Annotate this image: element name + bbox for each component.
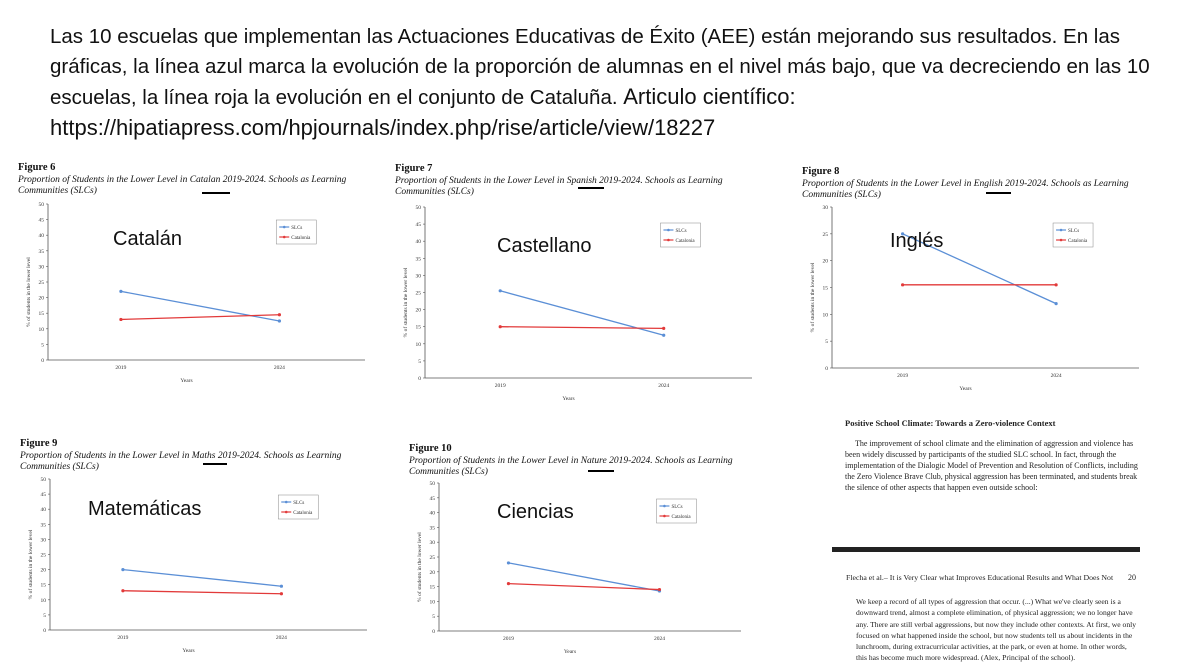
y-axis-title: % of students in the lower level <box>403 267 409 338</box>
data-point-catalonia <box>662 327 665 330</box>
data-point-slcs <box>278 319 281 322</box>
y-tick-label: 35 <box>429 525 435 532</box>
y-tick-label: 15 <box>415 324 421 331</box>
x-tick-label: 2019 <box>897 373 909 379</box>
y-tick-label: 10 <box>415 341 421 348</box>
y-tick-label: 0 <box>825 366 828 372</box>
y-tick-label: 5 <box>432 614 435 621</box>
page-number: 20 <box>1128 573 1136 582</box>
figure-number: Figure 8 <box>802 166 840 177</box>
x-tick-label: 2024 <box>273 365 285 371</box>
x-axis-title: Years <box>182 648 195 654</box>
y-tick-label: 10 <box>40 597 46 604</box>
article-heading: Positive School Climate: Towards a Zero-violence Context <box>845 418 1056 428</box>
y-tick-label: 30 <box>38 264 44 271</box>
x-tick-label: 2024 <box>658 383 670 389</box>
x-axis-title: Years <box>563 649 577 655</box>
data-point-slcs <box>121 568 124 571</box>
y-axis-title: % of students in the lower level <box>28 529 34 600</box>
x-tick-label: 2019 <box>494 383 506 389</box>
data-point-catalonia <box>499 325 502 328</box>
overlay-label: Castellano <box>497 235 592 257</box>
subject-underline <box>986 192 1011 194</box>
data-point-slcs <box>1055 302 1058 305</box>
y-tick-label: 0 <box>432 629 435 635</box>
y-tick-label: 0 <box>43 628 46 634</box>
y-tick-label: 25 <box>429 555 435 561</box>
figure-number: Figure 7 <box>395 163 433 174</box>
y-tick-label: 5 <box>825 339 828 346</box>
overlay-label: Ciencias <box>497 501 574 523</box>
x-tick-label: 2019 <box>117 635 129 641</box>
legend-label: SLCs <box>293 501 305 506</box>
legend-marker <box>1060 229 1063 232</box>
figure-6-panel <box>18 162 373 392</box>
article-paragraph: The improvement of school climate and the elimination of aggression and violence has been widely discussed by participants of the studied SLC school. In fact, through the implementation of the Dialogic Model of Prevention and Resolution of Conflicts, including the Zero Violence Brave Club, physical aggression has been terminated, and students break the silence of other aspects that happen even outside school: <box>845 439 1138 492</box>
y-tick-label: 30 <box>415 273 421 280</box>
y-tick-label: 40 <box>40 507 46 514</box>
data-point-slcs <box>662 334 665 337</box>
y-tick-label: 15 <box>822 285 828 292</box>
y-tick-label: 5 <box>43 612 46 619</box>
y-axis-title: % of students in the lower level <box>417 532 423 602</box>
y-tick-label: 40 <box>38 233 44 240</box>
y-axis-title: % of students in the lower level <box>26 257 32 327</box>
legend-marker <box>285 501 288 504</box>
y-tick-label: 50 <box>415 205 421 211</box>
legend-label: SLCs <box>1068 229 1080 234</box>
y-tick-label: 20 <box>429 569 435 576</box>
legend-marker <box>285 511 288 514</box>
figure-number: Figure 9 <box>20 438 58 449</box>
overlay-label: Inglés <box>890 230 944 252</box>
y-tick-label: 5 <box>41 342 44 349</box>
overlay-label: Matemáticas <box>88 498 202 520</box>
series-line-slcs <box>123 570 282 587</box>
line-chart <box>18 200 373 390</box>
legend-marker <box>663 505 666 508</box>
data-point-catalonia <box>278 313 281 316</box>
y-tick-label: 20 <box>38 295 44 302</box>
y-tick-label: 25 <box>415 290 421 297</box>
y-tick-label: 30 <box>429 540 435 547</box>
x-tick-label: 2024 <box>275 635 287 641</box>
intro-text <box>50 22 1180 144</box>
figure-8-panel <box>802 166 1147 398</box>
y-tick-label: 40 <box>415 239 421 246</box>
y-tick-label: 25 <box>40 552 46 559</box>
page-break-rule <box>832 547 1140 552</box>
data-point-slcs <box>499 289 502 292</box>
y-tick-label: 50 <box>429 481 435 487</box>
legend-marker <box>1060 239 1063 242</box>
data-point-slcs <box>507 561 510 564</box>
data-point-slcs <box>119 290 122 293</box>
y-tick-label: 25 <box>38 280 44 286</box>
data-point-catalonia <box>121 589 124 592</box>
y-tick-label: 50 <box>38 202 44 208</box>
y-tick-label: 0 <box>418 376 421 382</box>
y-tick-label: 35 <box>415 256 421 263</box>
figure-number: Figure 6 <box>18 162 56 173</box>
y-tick-label: 30 <box>822 205 828 211</box>
subject-underline <box>588 470 614 472</box>
y-tick-label: 45 <box>429 495 435 502</box>
y-tick-label: 0 <box>41 358 44 364</box>
legend-marker <box>663 515 666 518</box>
x-tick-label: 2024 <box>653 636 665 642</box>
legend-label: Catalonia <box>675 239 695 244</box>
series-line-catalonia <box>123 591 282 594</box>
figure-number: Figure 10 <box>409 443 452 454</box>
intro-article-label: Articulo científico: <box>623 84 796 109</box>
y-tick-label: 35 <box>38 248 44 255</box>
figure-7-panel <box>395 163 760 408</box>
data-point-catalonia <box>119 318 122 321</box>
legend-marker <box>283 226 286 229</box>
y-tick-label: 5 <box>418 358 421 365</box>
y-tick-label: 15 <box>40 582 46 589</box>
line-chart <box>395 203 760 408</box>
y-axis-title: % of students in the lower level <box>810 262 816 333</box>
intro-main: Las 10 escuelas que implementan las Actuaciones Educativas de Éxito (AEE) están mejorando sus resultados. En las gráficas, la línea azul marca la evolución de la proporción de alumnas en el nivel más bajo, que va decreciendo en las 10 escuelas, la línea roja la evolución en el conjunto de Cataluña. <box>50 25 1150 109</box>
legend-label: SLCs <box>675 229 687 234</box>
y-tick-label: 15 <box>38 311 44 318</box>
legend-label: Catalonia <box>1068 239 1088 244</box>
y-tick-label: 45 <box>40 492 46 499</box>
figure-caption: Proportion of Students in the Lower Level in Spanish 2019-2024. Schools as Learning Communities (SLCs) <box>395 176 723 197</box>
figure-9-panel <box>20 438 375 660</box>
x-tick-label: 2024 <box>1050 373 1062 379</box>
data-point-catalonia <box>280 592 283 595</box>
x-axis-title: Years <box>180 378 193 384</box>
legend-label: Catalonia <box>293 511 313 516</box>
figure-caption: Proportion of Students in the Lower Level in English 2019-2024. Schools as Learning Communities (SLCs) <box>802 179 1129 200</box>
data-point-catalonia <box>901 283 904 286</box>
subject-underline <box>202 192 230 194</box>
x-tick-label: 2019 <box>502 636 514 642</box>
line-chart <box>802 203 1147 398</box>
figure-caption: Proportion of Students in the Lower Level in Nature 2019-2024. Schools as Learning Communities (SLCs) <box>409 456 733 477</box>
y-tick-label: 10 <box>822 312 828 319</box>
intro-url[interactable]: https://hipatiapress.com/hpjournals/index.php/rise/article/view/18227 <box>50 115 716 140</box>
legend-label: SLCs <box>291 226 303 231</box>
series-line-catalonia <box>500 327 663 329</box>
y-tick-label: 20 <box>40 567 46 574</box>
legend-label: Catalonia <box>671 515 691 520</box>
overlay-label: Catalán <box>113 228 182 250</box>
running-head: Flecha et al.– It is Very Clear what Improves Educational Results and What Does Not <box>846 573 1114 582</box>
figure-caption: Proportion of Students in the Lower Level in Maths 2019-2024. Schools as Learning Communities (SLCs) <box>20 451 342 472</box>
data-point-catalonia <box>1055 283 1058 286</box>
y-tick-label: 35 <box>40 522 46 529</box>
y-tick-label: 15 <box>429 584 435 591</box>
y-tick-label: 30 <box>40 537 46 544</box>
data-point-slcs <box>280 585 283 588</box>
data-point-catalonia <box>507 582 510 585</box>
y-tick-label: 50 <box>40 477 46 483</box>
x-tick-label: 2019 <box>115 365 127 371</box>
y-tick-label: 10 <box>429 599 435 606</box>
y-tick-label: 20 <box>822 258 828 265</box>
y-tick-label: 10 <box>38 326 44 333</box>
legend-marker <box>667 239 670 242</box>
line-chart <box>409 479 749 661</box>
y-tick-label: 45 <box>38 217 44 224</box>
y-tick-label: 45 <box>415 222 421 229</box>
subject-underline <box>203 463 227 465</box>
y-tick-label: 25 <box>822 231 828 238</box>
legend-marker <box>283 236 286 239</box>
figure-caption: Proportion of Students in the Lower Level in Catalan 2019-2024. Schools as Learning Communities (SLCs) <box>18 175 347 196</box>
article-quote: We keep a record of all types of aggression that occur. (...) What we've clearly seen is a downward trend, almost a complete elimination, of physical aggression; we no longer have any. There are still verbal aggressions, but now they include other contexts. At first, we only focused on what happened inside the school, but now students tell us about incidents in the lunchroom, during extracurricular activities, at the park, or even at home. In other words, this has become much more widespread. (Alex, Principal of the school). <box>856 597 1137 663</box>
figure-10-panel <box>409 443 749 663</box>
y-tick-label: 20 <box>415 307 421 314</box>
data-point-catalonia <box>658 588 661 591</box>
y-tick-label: 40 <box>429 510 435 517</box>
x-axis-title: Years <box>562 396 575 402</box>
legend-label: Catalonia <box>291 236 311 241</box>
x-axis-title: Years <box>959 386 972 392</box>
subject-underline <box>578 187 604 189</box>
legend-marker <box>667 229 670 232</box>
legend-label: SLCs <box>671 505 683 510</box>
